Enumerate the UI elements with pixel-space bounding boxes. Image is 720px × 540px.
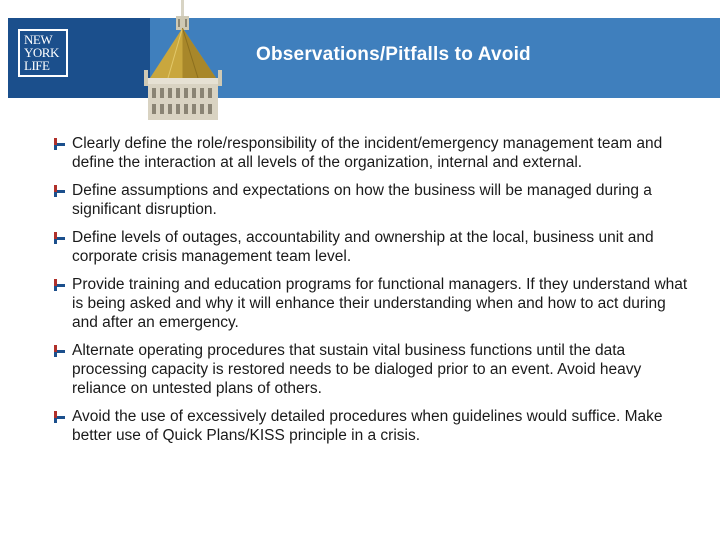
list-item (54, 341, 694, 398)
bullet-text: Alternate operating procedures that sustain vital business functions until the data processing capacity is restored needs to be dialoged prior to an event. Avoid heavy reliance on untested plans of others. (72, 342, 642, 397)
list-item (54, 134, 694, 172)
bullet-list (54, 134, 694, 454)
bullet-icon (54, 411, 65, 423)
list-item (54, 407, 694, 445)
bullet-text: Provide training and education programs for functional managers. If they understand what is being asked and why it will enhance their understanding when and how to act during and after an emergency. (72, 276, 688, 331)
slide-title: Observations/Pitfalls to Avoid (256, 44, 531, 65)
logo-line-1: NEW (24, 32, 53, 47)
list-item (54, 275, 694, 332)
bullet-text: Avoid the use of excessively detailed procedures when guidelines would suffice. Make better use of Quick Plans/KISS principle in a crisis. (72, 408, 663, 444)
new-york-life-logo (18, 29, 68, 77)
bullet-icon (54, 279, 65, 291)
bullet-icon (54, 345, 65, 357)
logo-line-2: YORK (24, 45, 59, 60)
bullet-icon (54, 185, 65, 197)
bullet-text: Define assumptions and expectations on how the business will be managed during a significant disruption. (72, 182, 652, 218)
logo-line-3: LIFE (24, 58, 50, 73)
list-item (54, 181, 694, 219)
bullet-text: Define levels of outages, accountability and ownership at the local, business unit and corporate crisis management team level. (72, 229, 654, 265)
list-item (54, 228, 694, 266)
bullet-text: Clearly define the role/responsibility of the incident/emergency management team and define the interaction at all levels of the organization, internal and external. (72, 135, 663, 171)
bullet-icon (54, 232, 65, 244)
building-tower-image (128, 0, 238, 120)
bullet-icon (54, 138, 65, 150)
